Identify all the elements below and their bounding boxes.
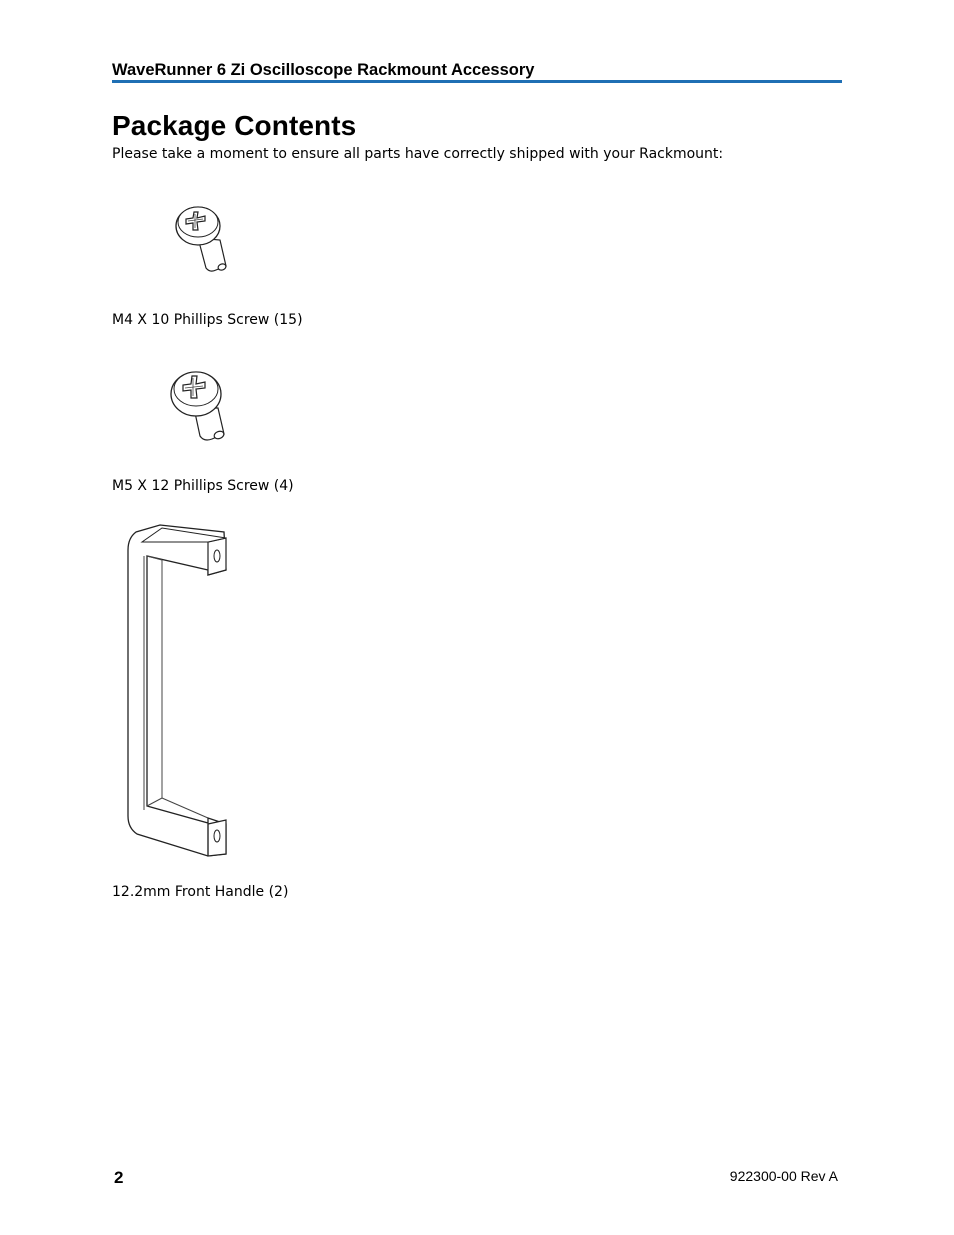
part-caption: M5 X 12 Phillips Screw (4) bbox=[112, 478, 294, 494]
page-title: Package Contents bbox=[112, 110, 357, 141]
part-caption: 12.2mm Front Handle (2) bbox=[112, 884, 289, 900]
screw-icon bbox=[168, 200, 238, 275]
part-caption: M4 X 10 Phillips Screw (15) bbox=[112, 312, 303, 328]
handle-icon bbox=[122, 520, 232, 860]
screw-icon bbox=[164, 364, 236, 444]
page-number: 2 bbox=[114, 1168, 124, 1187]
intro-text: Please take a moment to ensure all parts have correctly shipped with your Rackmount: bbox=[112, 146, 724, 162]
header-title: WaveRunner 6 Zi Oscilloscope Rackmount Accessory bbox=[112, 61, 535, 79]
header-rule bbox=[112, 80, 842, 83]
document-number: 922300-00 Rev A bbox=[729, 1168, 838, 1184]
